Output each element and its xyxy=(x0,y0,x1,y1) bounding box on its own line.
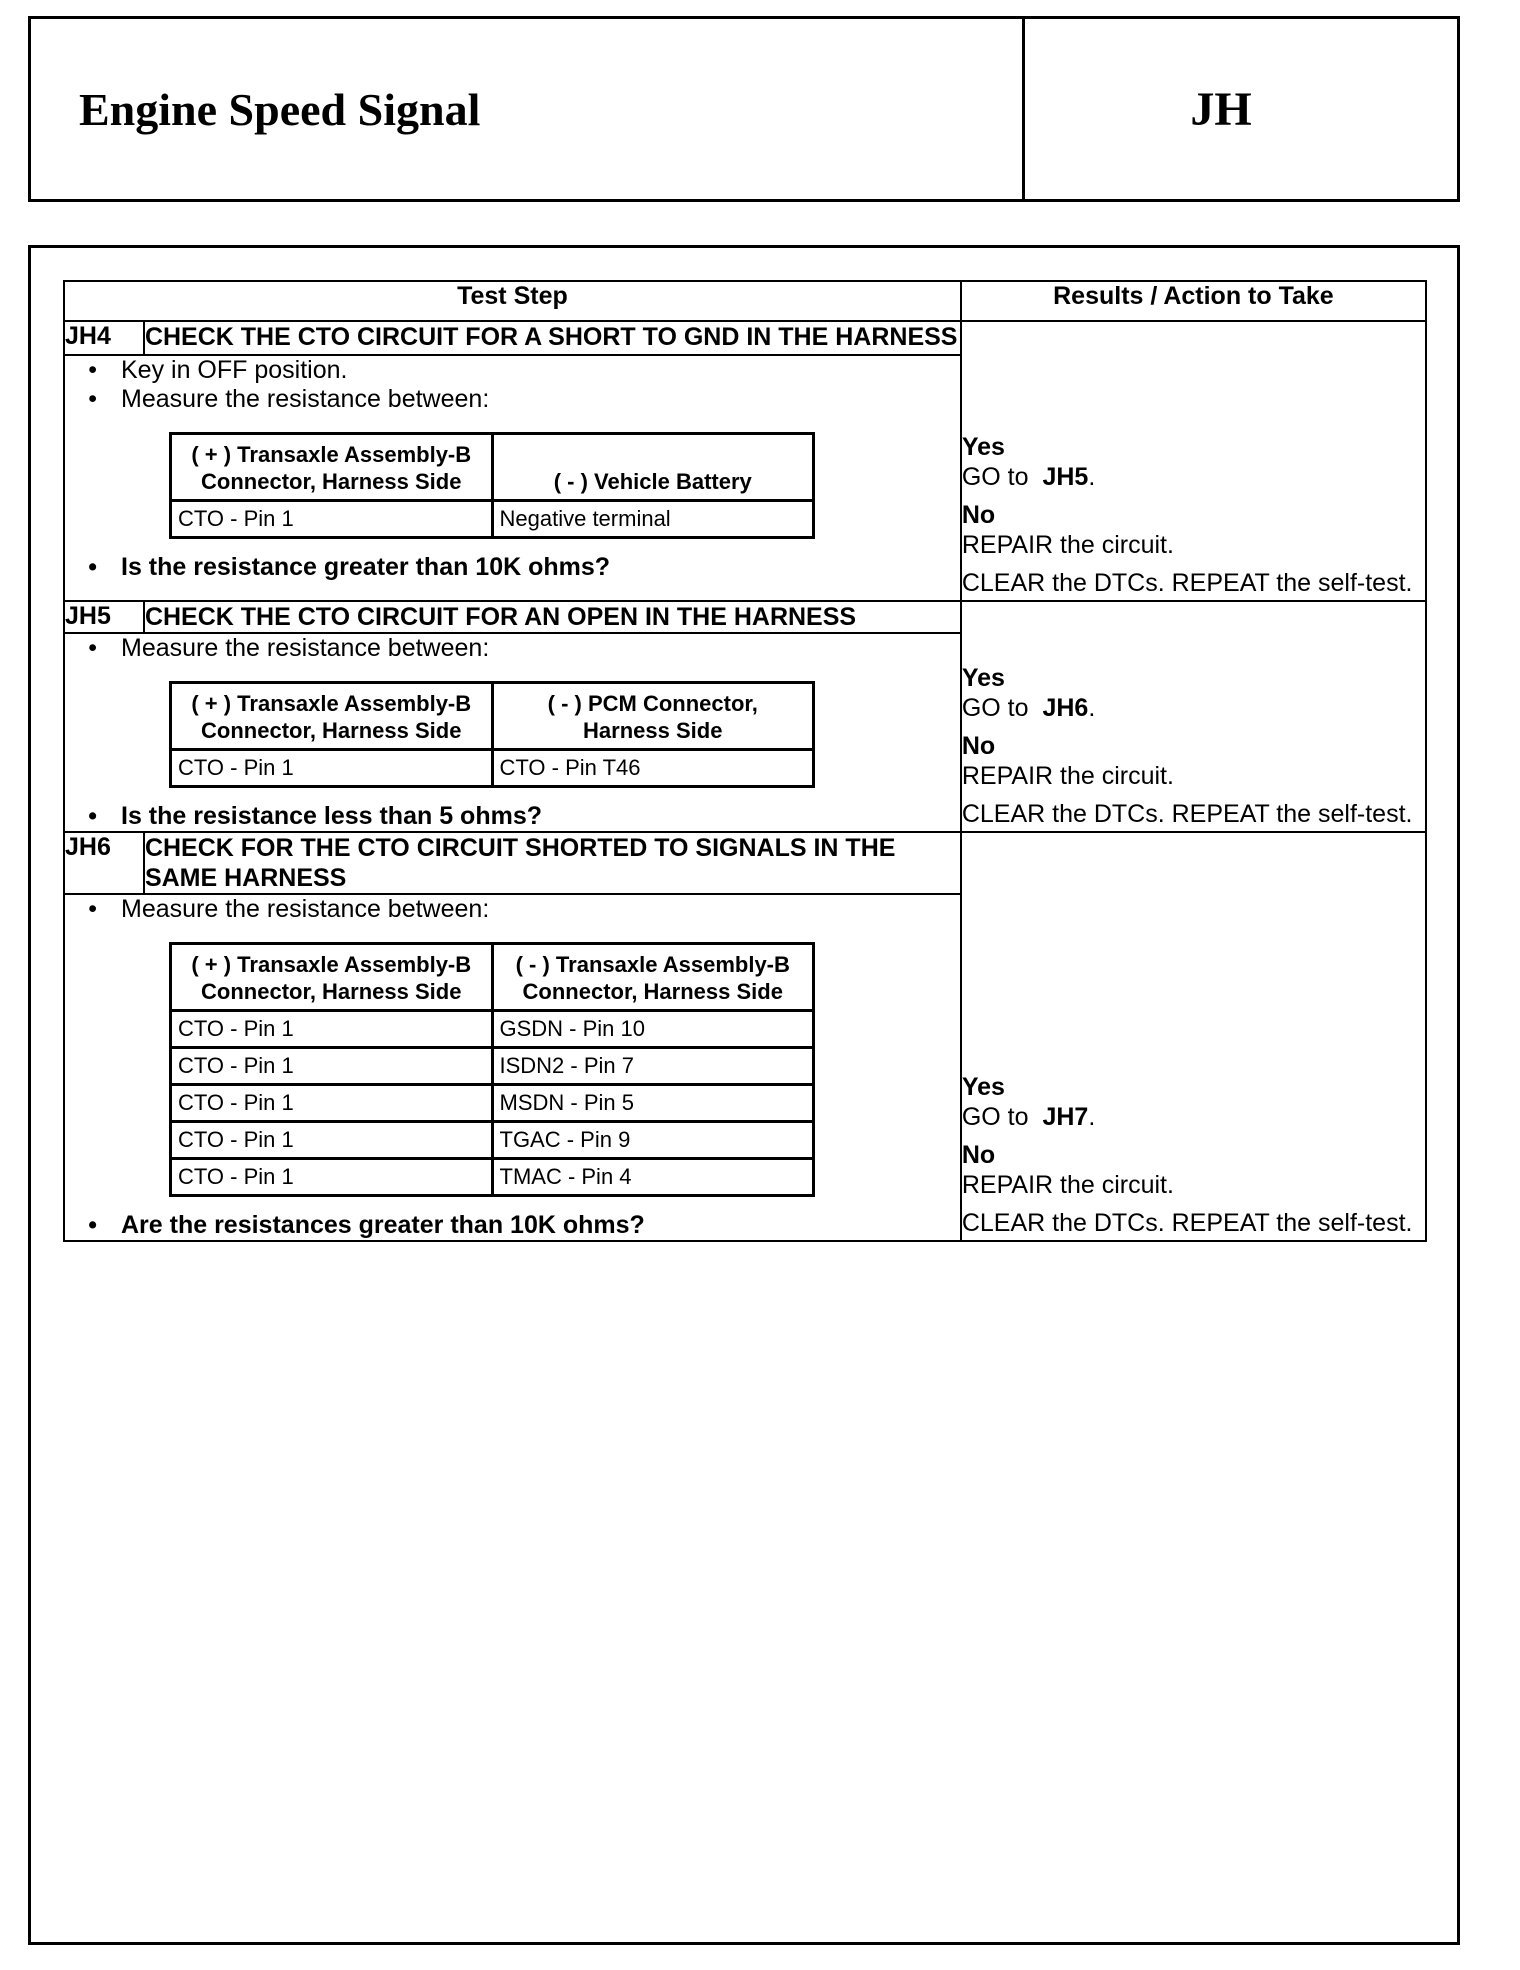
measurement-cell: GSDN - Pin 10 xyxy=(492,1011,814,1048)
step-result xyxy=(961,321,1426,601)
column-header-results: Results / Action to Take xyxy=(961,281,1426,321)
step-id: JH6 xyxy=(64,832,144,894)
content-frame xyxy=(28,245,1460,1945)
question-text: Is the resistance greater than 10K ohms? xyxy=(121,553,611,582)
bullet-icon: • xyxy=(88,385,97,414)
go-to-text: GO to xyxy=(961,463,1029,491)
section-code: JH xyxy=(1190,82,1252,136)
measurement-cell: MSDN - Pin 5 xyxy=(492,1085,814,1122)
measurement-cell: CTO - Pin 1 xyxy=(171,1011,493,1048)
measurement-cell: Negative terminal xyxy=(492,501,814,538)
go-to-target: JH7 xyxy=(1042,1103,1089,1131)
measurement-row xyxy=(171,1085,814,1122)
question-bullet xyxy=(65,802,960,831)
instruction-bullet xyxy=(65,895,960,924)
result-yes-label: Yes xyxy=(961,1073,1005,1101)
result-clear: CLEAR the DTCs. REPEAT the self-test. xyxy=(961,569,1413,597)
result-clear: CLEAR the DTCs. REPEAT the self-test. xyxy=(961,1209,1413,1237)
step-result xyxy=(961,832,1426,1241)
measurement-row xyxy=(171,1159,814,1196)
measurement-header: ( - ) Vehicle Battery xyxy=(492,434,814,501)
question-text: Are the resistances greater than 10K ohms? xyxy=(121,1211,645,1239)
column-header-test-step: Test Step xyxy=(64,281,961,321)
table-header-row xyxy=(64,281,1426,321)
question-bullet xyxy=(65,1211,960,1240)
result-no-label: No xyxy=(961,501,996,529)
bullet-icon: • xyxy=(88,1211,97,1239)
step-title-row xyxy=(64,321,1426,355)
step-title-row xyxy=(64,832,1426,894)
measurement-header-row xyxy=(171,683,814,750)
bullet-icon: • xyxy=(88,634,97,662)
result-go-to: GO to JH7. xyxy=(961,1103,1096,1131)
result-go-to: GO to JH6. xyxy=(961,694,1096,722)
step-title-row xyxy=(64,601,1426,633)
instruction-text: Key in OFF position. xyxy=(121,356,348,385)
bullet-icon: • xyxy=(88,553,97,582)
step-body xyxy=(64,633,961,832)
measurement-cell: TGAC - Pin 9 xyxy=(492,1122,814,1159)
go-to-text: GO to xyxy=(961,1103,1029,1131)
measurement-header-row xyxy=(171,434,814,501)
go-to-text: GO to xyxy=(961,694,1029,722)
go-to-target: JH6 xyxy=(1042,694,1089,722)
step-title: CHECK THE CTO CIRCUIT FOR AN OPEN IN THE HARNESS xyxy=(144,601,961,633)
bullet-icon: • xyxy=(88,802,97,830)
measurement-row xyxy=(171,750,814,787)
measurement-cell: ISDN2 - Pin 7 xyxy=(492,1048,814,1085)
instruction-bullet xyxy=(65,634,960,663)
measurement-header: ( - ) Transaxle Assembly-B Connector, Harness Side xyxy=(492,944,814,1011)
measurement-row xyxy=(171,1011,814,1048)
result-yes-label: Yes xyxy=(961,433,1005,461)
measurement-row xyxy=(171,1048,814,1085)
measurement-cell: CTO - Pin 1 xyxy=(171,1085,493,1122)
result-repair: REPAIR the circuit. xyxy=(961,762,1174,790)
measurement-table xyxy=(169,681,815,788)
bullet-icon: • xyxy=(88,895,97,923)
step-result xyxy=(961,601,1426,832)
measurement-cell: CTO - Pin 1 xyxy=(171,1159,493,1196)
measurement-header: ( + ) Transaxle Assembly-B Connector, Harness Side xyxy=(171,683,493,750)
step-title: CHECK THE CTO CIRCUIT FOR A SHORT TO GND IN THE HARNESS xyxy=(144,321,961,355)
measurement-cell: CTO - Pin 1 xyxy=(171,501,493,538)
measurement-cell: CTO - Pin 1 xyxy=(171,1048,493,1085)
measurement-cell: TMAC - Pin 4 xyxy=(492,1159,814,1196)
result-clear: CLEAR the DTCs. REPEAT the self-test. xyxy=(961,800,1413,828)
step-id: JH4 xyxy=(64,321,144,355)
measurement-header: ( + ) Transaxle Assembly-B Connector, Harness Side xyxy=(171,944,493,1011)
step-id: JH5 xyxy=(64,601,144,633)
result-go-to: GO to JH5. xyxy=(961,463,1096,491)
result-no-label: No xyxy=(961,1141,996,1169)
result-repair: REPAIR the circuit. xyxy=(961,1171,1174,1199)
question-bullet xyxy=(65,553,960,582)
measurement-row xyxy=(171,501,814,538)
measurement-cell: CTO - Pin 1 xyxy=(171,1122,493,1159)
result-no-label: No xyxy=(961,732,996,760)
question-text: Is the resistance less than 5 ohms? xyxy=(121,802,542,830)
measurement-header: ( - ) PCM Connector, Harness Side xyxy=(492,683,814,750)
instruction-bullet xyxy=(65,356,960,385)
instruction-text: Measure the resistance between: xyxy=(121,385,490,414)
page-title: Engine Speed Signal xyxy=(31,19,1025,199)
measurement-table xyxy=(169,942,815,1197)
step-title: CHECK FOR THE CTO CIRCUIT SHORTED TO SIGNALS IN THE SAME HARNESS xyxy=(144,832,961,894)
measurement-header: ( + ) Transaxle Assembly-B Connector, Harness Side xyxy=(171,434,493,501)
measurement-cell: CTO - Pin 1 xyxy=(171,750,493,787)
measurement-cell: CTO - Pin T46 xyxy=(492,750,814,787)
test-step-table xyxy=(63,280,1427,1242)
result-repair: REPAIR the circuit. xyxy=(961,531,1174,559)
measurement-header-row xyxy=(171,944,814,1011)
instruction-text: Measure the resistance between: xyxy=(121,634,490,662)
step-body xyxy=(64,894,961,1241)
instruction-bullet xyxy=(65,385,960,414)
measurement-row xyxy=(171,1122,814,1159)
bullet-icon: • xyxy=(88,356,97,385)
result-yes-label: Yes xyxy=(961,664,1005,692)
measurement-table xyxy=(169,432,815,539)
go-to-target: JH5 xyxy=(1042,463,1089,491)
step-body xyxy=(64,355,961,601)
instruction-text: Measure the resistance between: xyxy=(121,895,490,923)
page-header xyxy=(28,16,1460,202)
